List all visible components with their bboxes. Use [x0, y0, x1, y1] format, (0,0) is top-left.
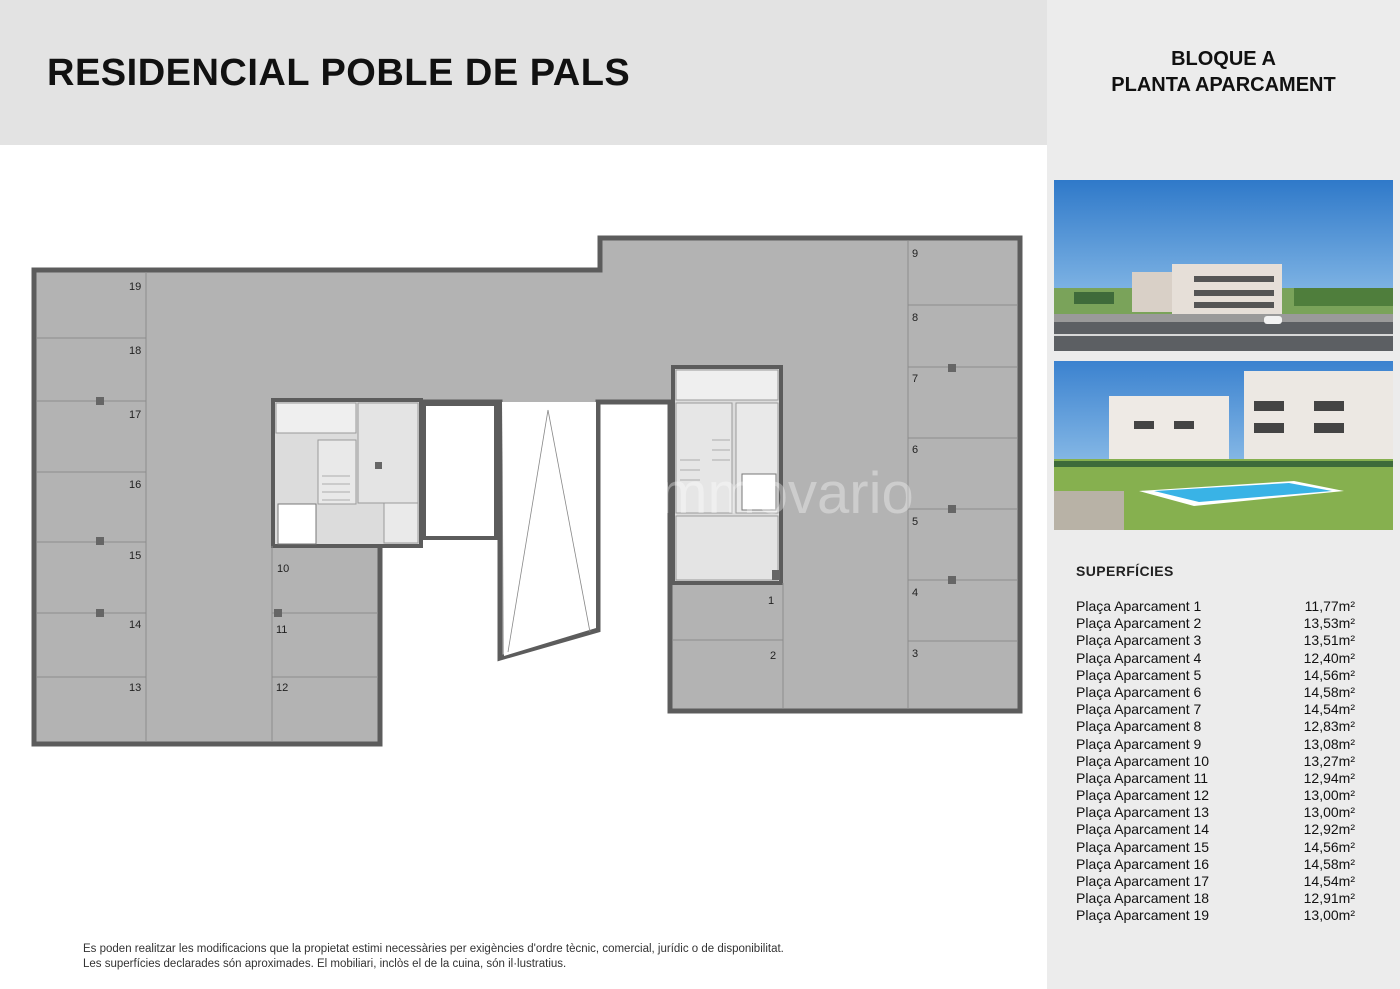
surface-row: [1076, 684, 1355, 701]
surface-label: Plaça Aparcament 9: [1076, 735, 1202, 752]
surface-row: [1076, 736, 1355, 753]
block-title-line2: PLANTA APARCAMENT: [1111, 74, 1336, 96]
watermark: immovario: [646, 461, 914, 526]
surfaces-title: SUPERFÍCIES: [1076, 563, 1174, 579]
surface-row: [1076, 598, 1355, 615]
pool-garden-photo: [1054, 361, 1393, 530]
surface-value: 13,51m²: [1303, 632, 1355, 649]
slot-number-2: 2: [770, 650, 777, 662]
surface-row: [1076, 701, 1355, 718]
surface-label: Plaça Aparcament 3: [1076, 632, 1202, 649]
slot-number-6: 6: [912, 444, 919, 456]
header-band: [0, 0, 1047, 145]
pool-photo-icon: [1054, 361, 1393, 530]
slot-number-5: 5: [912, 516, 919, 528]
surface-row: [1076, 753, 1355, 770]
surface-row: [1076, 770, 1355, 787]
surface-row: [1076, 718, 1355, 735]
surface-row: [1076, 787, 1355, 804]
surface-label: Plaça Aparcament 17: [1076, 873, 1210, 889]
page-title: RESIDENCIAL POBLE DE PALS: [47, 52, 631, 94]
surface-value: 12,40m²: [1303, 649, 1355, 666]
surface-label: Plaça Aparcament 15: [1076, 838, 1210, 855]
surface-label: Plaça Aparcament 6: [1076, 683, 1202, 700]
surface-label: Plaça Aparcament 5: [1076, 666, 1202, 683]
surface-value: 13,53m²: [1303, 615, 1355, 632]
landscape-photo-icon: [1054, 180, 1393, 351]
surface-value: 14,56m²: [1303, 838, 1355, 855]
slot-number-12: 12: [276, 682, 289, 694]
block-title-line1: BLOQUE A: [1171, 48, 1276, 70]
slot-number-13: 13: [129, 682, 142, 694]
surface-value: 11,77m²: [1304, 598, 1355, 614]
surface-label: Plaça Aparcament 13: [1076, 804, 1210, 821]
slot-number-14: 14: [129, 619, 142, 631]
light-shaft: [424, 404, 496, 538]
slot-number-7: 7: [912, 373, 919, 385]
slot-number-11: 11: [276, 624, 288, 636]
surface-value: 14,56m²: [1303, 666, 1355, 683]
surface-label: Plaça Aparcament 8: [1076, 718, 1202, 735]
surface-value: 14,54m²: [1303, 873, 1355, 889]
disclaimer: [83, 942, 983, 972]
surface-value: 14,58m²: [1303, 855, 1355, 872]
surface-value: 12,83m²: [1303, 718, 1355, 735]
parking-floor-plan: [0, 145, 1047, 935]
surface-label: Plaça Aparcament 19: [1076, 907, 1210, 924]
surface-value: 12,94m²: [1303, 769, 1355, 786]
surfaces-list: [1076, 598, 1355, 925]
surface-row: [1076, 907, 1355, 924]
surface-row: [1076, 650, 1355, 667]
surface-row: [1076, 632, 1355, 649]
floor-plan-drawing: [0, 145, 1047, 935]
surface-label: Plaça Aparcament 7: [1076, 701, 1202, 718]
slot-number-15: 15: [129, 550, 142, 562]
surface-value: 13,00m²: [1303, 907, 1355, 924]
surface-row: [1076, 839, 1355, 856]
slot-number-16: 16: [129, 479, 142, 491]
surface-row: [1076, 615, 1355, 632]
slot-number-4: 4: [912, 587, 919, 599]
surface-row: [1076, 856, 1355, 873]
slot-number-17: 17: [129, 409, 142, 421]
surface-label: Plaça Aparcament 11: [1076, 769, 1209, 786]
surface-row: [1076, 873, 1355, 890]
surface-row: [1076, 890, 1355, 907]
surface-label: Plaça Aparcament 4: [1076, 649, 1202, 666]
surface-label: Plaça Aparcament 10: [1076, 752, 1210, 769]
surface-value: 12,92m²: [1303, 821, 1355, 838]
surface-label: Plaça Aparcament 12: [1076, 787, 1210, 804]
slot-number-9: 9: [912, 248, 919, 260]
slot-number-10: 10: [277, 563, 290, 575]
surface-label: Plaça Aparcament 2: [1076, 615, 1202, 632]
slot-number-19: 19: [129, 281, 142, 293]
surface-value: 14,54m²: [1303, 701, 1355, 718]
slot-number-18: 18: [129, 345, 142, 357]
ramp: [502, 402, 596, 656]
surface-row: [1076, 667, 1355, 684]
surface-label: Plaça Aparcament 18: [1076, 890, 1210, 907]
surface-value: 13,00m²: [1303, 804, 1355, 821]
surface-label: Plaça Aparcament 14: [1076, 821, 1210, 838]
surface-value: 13,08m²: [1303, 735, 1355, 752]
slot-number-8: 8: [912, 312, 919, 324]
slot-number-3: 3: [912, 648, 919, 660]
slot-number-1: 1: [768, 595, 775, 607]
surface-label: Plaça Aparcament 1: [1076, 598, 1202, 614]
block-title: [1047, 46, 1400, 98]
surface-value: 13,27m²: [1303, 752, 1355, 769]
building-exterior-photo: [1054, 180, 1393, 351]
surface-row: [1076, 804, 1355, 821]
surface-label: Plaça Aparcament 16: [1076, 855, 1210, 872]
surface-value: 13,00m²: [1303, 787, 1355, 804]
surface-value: 14,58m²: [1303, 683, 1355, 700]
disclaimer-line2: Les superfícies declarades són aproximades. El mobiliari, inclòs el de la cuina, són il·lustratius.: [83, 958, 567, 970]
disclaimer-line1: Es poden realitzar les modificacions que la propietat estimi necessàries per exigències d'ordre tècnic, comercial, jurídic o de disponibilitat.: [83, 943, 784, 955]
surface-value: 12,91m²: [1303, 890, 1355, 907]
surface-row: [1076, 821, 1355, 838]
